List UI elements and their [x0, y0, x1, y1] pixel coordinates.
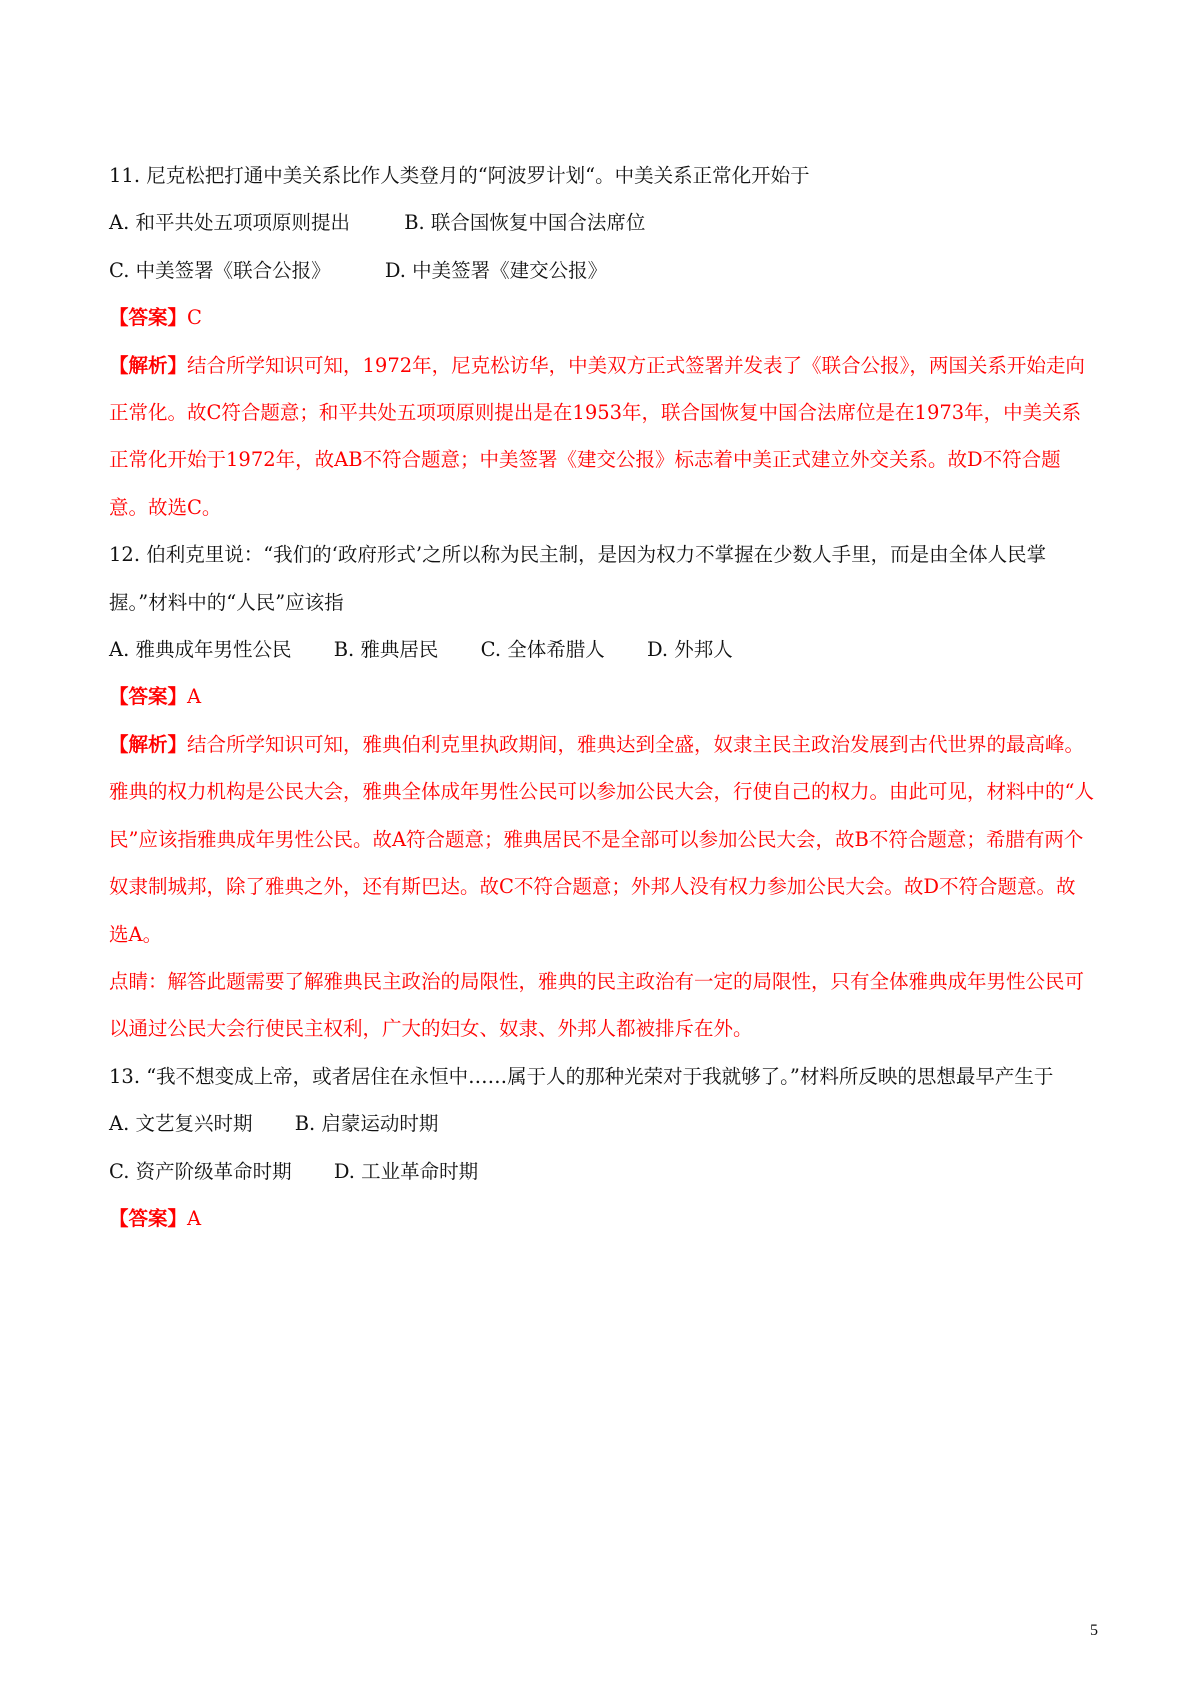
- answer-tag: 【答案】: [109, 1206, 188, 1230]
- question-13: [109, 1053, 1094, 1243]
- analysis-text: 结合所学知识可知，雅典伯利克里执政期间，雅典达到全盛，奴隶主民主政治发展到古代世界的最高峰。雅典的权力机构是公民大会，雅典全体成年男性公民可以参加公民大会，行使自己的权力。由此可见，材料中的“人民”应该指雅典成年男性公民。故A符合题意；雅典居民不是全部可以参加公民大会，故B不符合题意；希腊有两个奴隶制城邦，除了雅典之外，还有斯巴达。故C不符合题意；外邦人没有权力参加公民大会。故D不符合题意。故选A。: [109, 732, 1094, 946]
- question-11: [109, 152, 1094, 531]
- option-d: D. 中美签署《建交公报》: [384, 258, 608, 282]
- options-row-1: [109, 199, 1094, 246]
- options-row-1: [109, 1100, 1094, 1147]
- page-number: 5: [1090, 1622, 1098, 1639]
- question-stem: 11. 尼克松把打通中美关系比作人类登月的“阿波罗计划“。中美关系正常化开始于: [109, 164, 810, 187]
- option-b: B. 启蒙运动时期: [294, 1112, 439, 1136]
- options-row: [109, 626, 1094, 673]
- answer-value: A: [187, 685, 202, 709]
- answer-value: A: [187, 1206, 202, 1230]
- question-stem: 13. “我不想变成上帝，或者居住在永恒中……属于人的那种光荣对于我就够了。”材料所反映的思想最早产生于: [109, 1064, 1054, 1088]
- options-row-2: [109, 1148, 1094, 1195]
- option-c: C. 中美签署《联合公报》: [109, 258, 331, 282]
- answer-tag: 【答案】: [109, 306, 188, 330]
- page-content: [109, 152, 1094, 1242]
- question-stem: 12. 伯利克里说：“我们的‘政府形式’之所以称为民主制，是因为权力不掌握在少数人手里，而是由全体人民掌握。”材料中的“人民”应该指: [109, 543, 1047, 614]
- option-b: B. 雅典居民: [333, 638, 439, 662]
- answer-line: [109, 673, 1094, 720]
- answer-tag: 【答案】: [109, 685, 188, 709]
- answer-line: [109, 1195, 1094, 1242]
- analysis-block: [109, 721, 1094, 958]
- option-b: B. 联合国恢复中国合法席位: [404, 211, 646, 235]
- option-a: A. 和平共处五项项原则提出: [109, 211, 350, 235]
- analysis-block: [109, 342, 1094, 532]
- option-c: C. 全体希腊人: [480, 638, 605, 662]
- option-d: D. 工业革命时期: [333, 1159, 479, 1183]
- option-a: A. 雅典成年男性公民: [109, 638, 292, 662]
- comment-block: 点睛：解答此题需要了解雅典民主政治的局限性，雅典的民主政治有一定的局限性，只有全体雅典成年男性公民可以通过公民大会行使民主权利，广大的妇女、奴隶、外邦人都被排斥在外。: [109, 969, 1085, 1041]
- answer-value: C: [187, 306, 202, 330]
- options-row-2: [109, 247, 1094, 294]
- option-a: A. 文艺复兴时期: [109, 1112, 253, 1136]
- option-d: D. 外邦人: [646, 638, 733, 662]
- analysis-tag: 【解析】: [109, 353, 188, 377]
- option-c: C. 资产阶级革命时期: [109, 1159, 292, 1183]
- analysis-text: 结合所学知识可知，1972年，尼克松访华，中美双方正式签署并发表了《联合公报》，两国关系开始走向正常化。故C符合题意；和平共处五项项原则提出是在1953年，联合国恢复中国合法席位是在1973年，中美关系正常化开始于1972年，故AB不符合题意；中美签署《建交公报》标志着中美正式建立外交关系。故D不符合题意。故选C。: [109, 353, 1085, 519]
- analysis-tag: 【解析】: [109, 732, 188, 756]
- answer-line: [109, 294, 1094, 341]
- question-12: [109, 531, 1094, 1052]
